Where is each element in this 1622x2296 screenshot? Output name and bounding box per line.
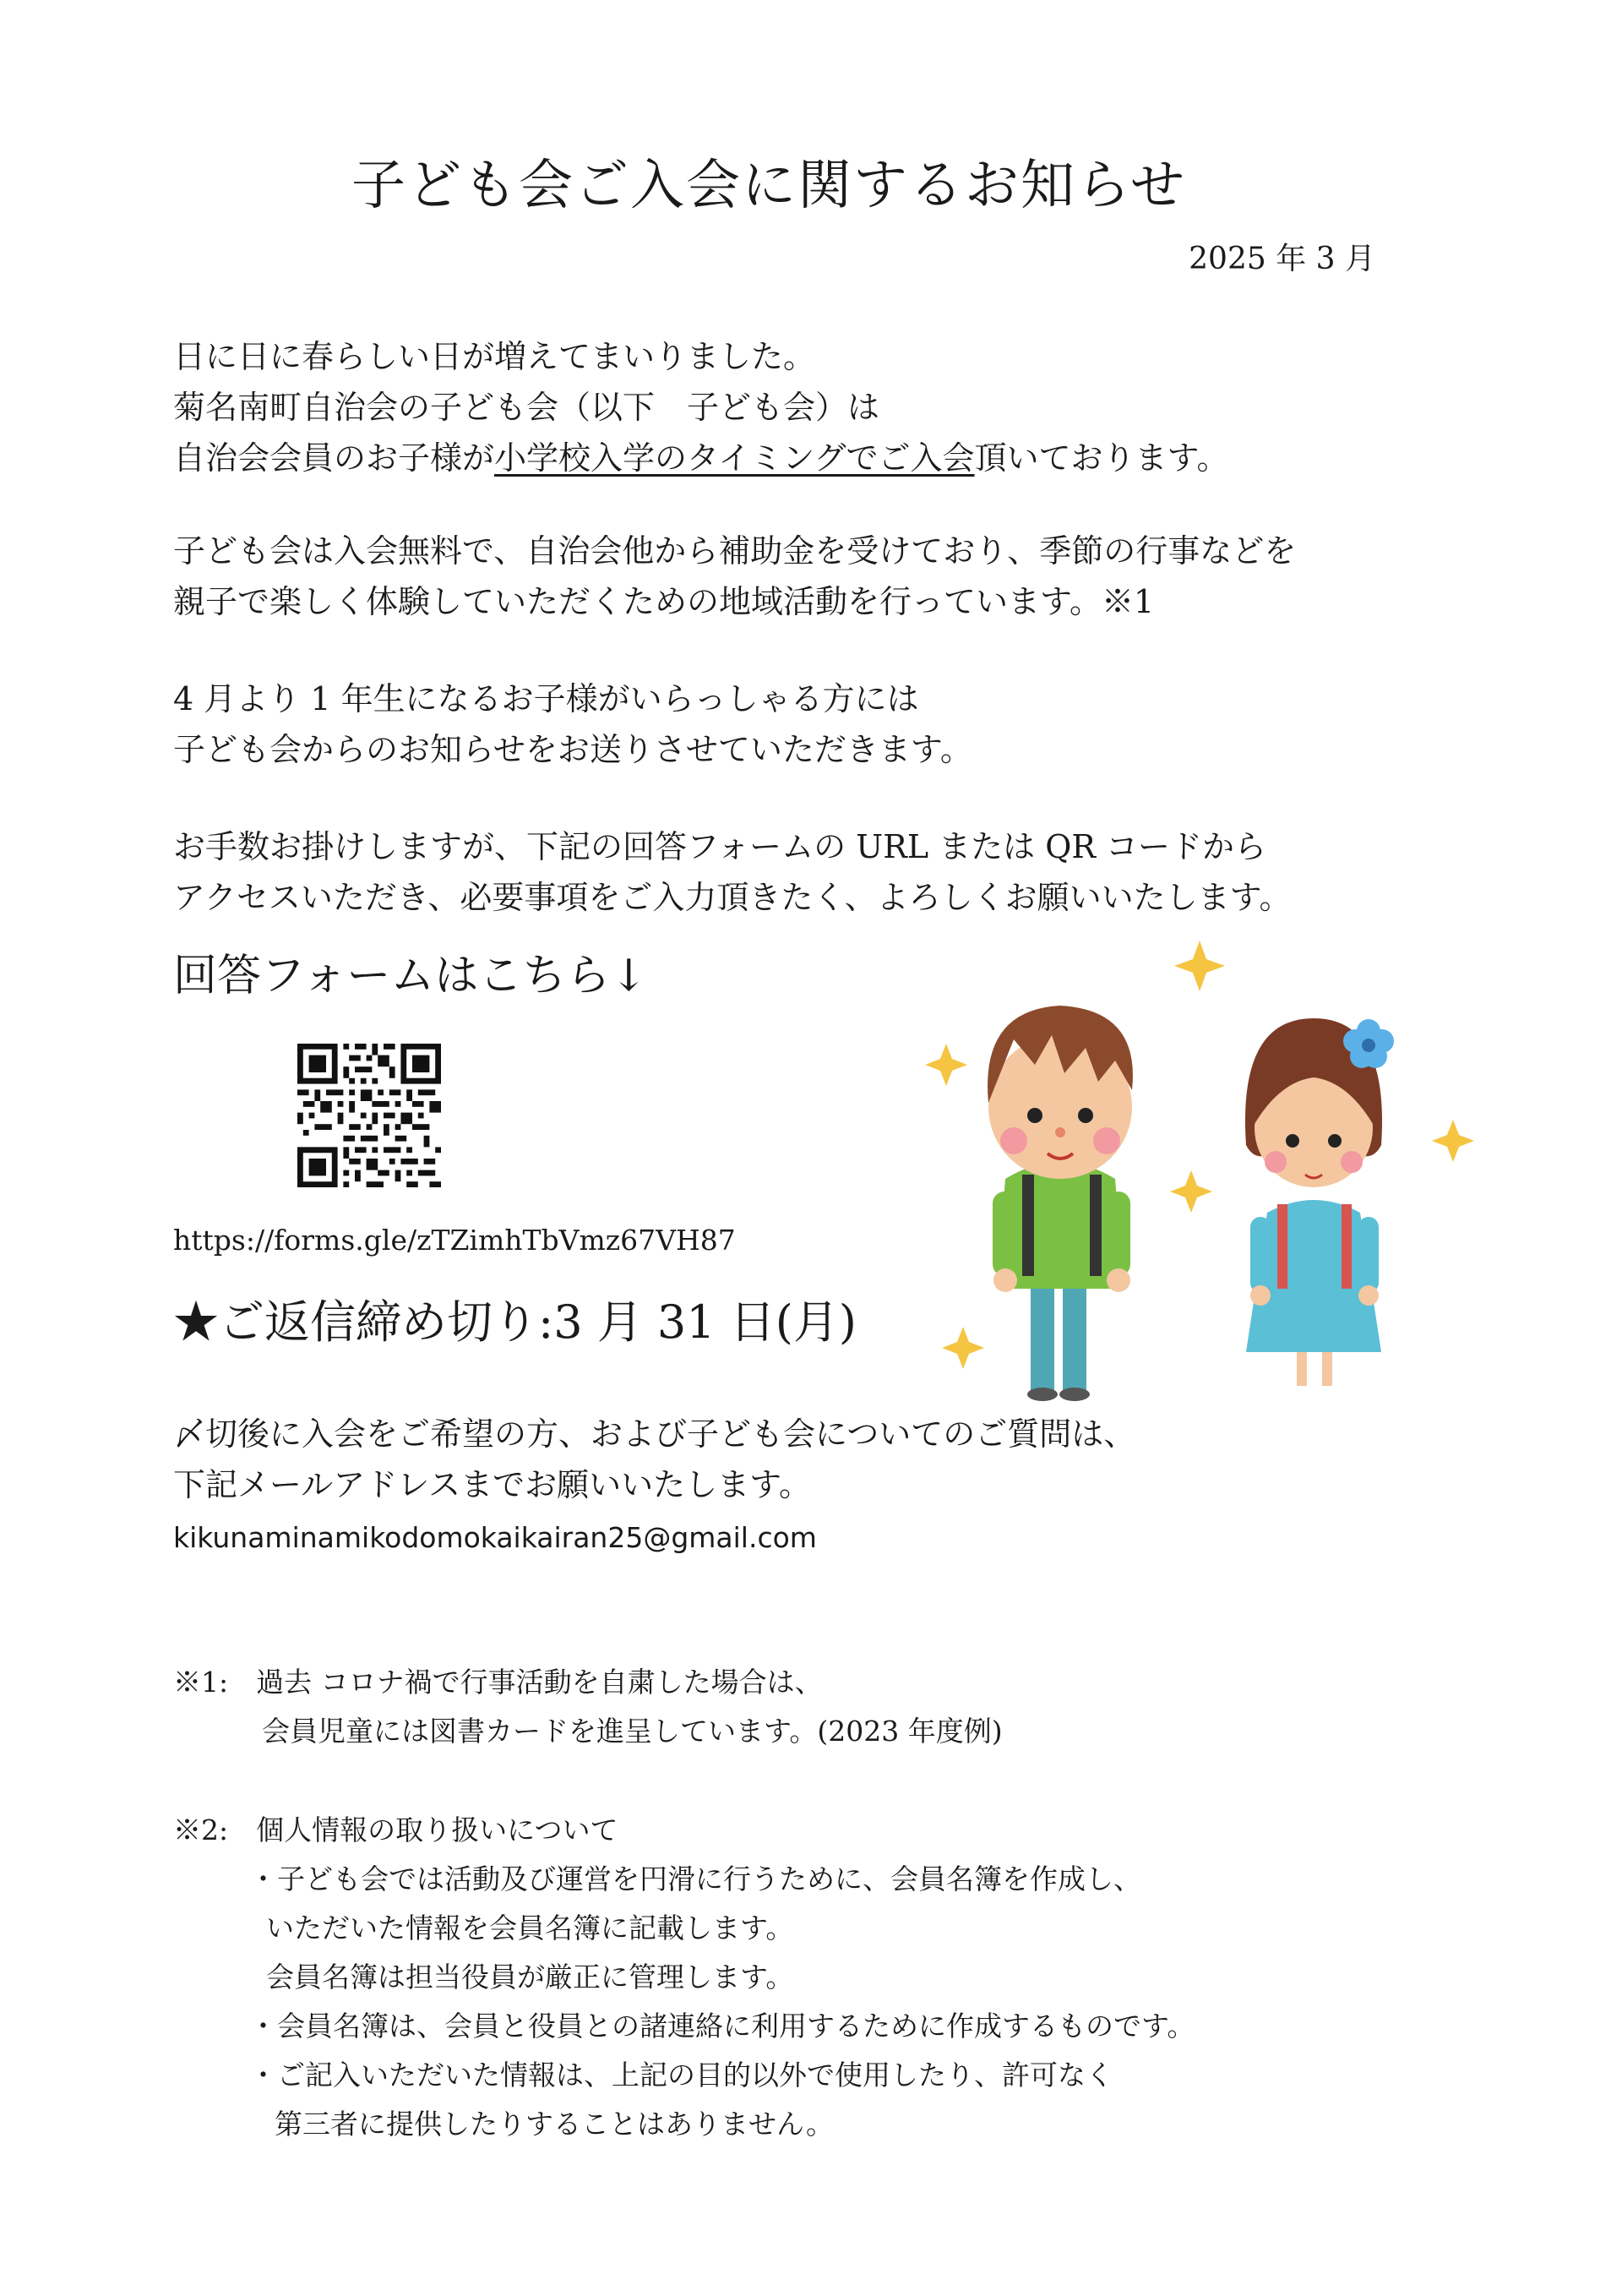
contact-line: 〆切後に入会をご希望の方、および子ども会についてのご質問は、 (173, 1415, 1136, 1453)
contact-line: 下記メールアドレスまでお願いいたします。 (173, 1466, 812, 1503)
intro-line: 日に日に春らしい日が増えてまいりました。 (173, 338, 816, 375)
intro-text: 頂いております。 (974, 439, 1229, 477)
footnote-line: ・ご記入いただいた情報は、上記の目的以外で使用したり、許可なく (249, 2059, 1113, 2091)
footnote-line: 会員児童には図書カードを進呈しています。(2023 年度例) (262, 1715, 1003, 1748)
footnote-line: ・会員名簿は、会員と役員との諸連絡に利用するために作成するものです。 (249, 2010, 1195, 2042)
intro-text: 自治会会員のお子様が (173, 439, 495, 477)
footnote-line: 第三者に提供したりすることはありません。 (275, 2108, 834, 2141)
issue-date: 2025 年 3 月 (1189, 242, 1375, 276)
footnote-heading: ※2: 個人情報の取り扱いについて (173, 1813, 618, 1846)
footnote-1 (173, 1658, 1003, 1756)
contact-email-link[interactable]: kikunaminamikodomokaikairan25@gmail.com (173, 1521, 817, 1554)
form-heading: 回答フォームはこちら↓ (173, 951, 647, 1001)
footnote-line: 会員名簿は担当役員が厳正に管理します。 (266, 1961, 794, 1993)
footnote-line: ※1: 過去 コロナ禍で行事活動を自粛した場合は、 (173, 1666, 823, 1699)
request-paragraph (173, 821, 1292, 923)
page-title: 子ども会ご入会に関するお知らせ (351, 155, 1187, 217)
activity-line: 子ども会は入会無料で、自治会他から補助金を受けており、季節の行事などを (173, 532, 1297, 570)
children-illustration (912, 925, 1487, 1415)
qr-code-image[interactable] (297, 1044, 441, 1187)
form-url-link[interactable]: https://forms.gle/zTZimhTbVmz67VH87 (173, 1224, 736, 1257)
request-line: アクセスいただき、必要事項をご入力頂きたく、よろしくお願いいたします。 (173, 879, 1292, 916)
contact-paragraph (173, 1409, 1135, 1510)
deadline-notice: ★ご返信締め切り:3 月 31 日(月) (173, 1295, 857, 1349)
intro-emphasis: 小学校入学のタイミングでご入会 (494, 439, 975, 477)
activity-line: 親子で楽しく体験していただくための地域活動を行っています。※1 (173, 583, 1155, 620)
footnote-2 (173, 1806, 1195, 2149)
footnote-line: いただいた情報を会員名簿に記載します。 (266, 1912, 794, 1944)
notice-line: 子ども会からのお知らせをお送りさせていただきます。 (173, 731, 972, 768)
request-line: お手数お掛けしますが、下記の回答フォームの URL または QR コードから (173, 828, 1267, 865)
activity-paragraph (173, 526, 1296, 627)
intro-line: 菊名南町自治会の子ども会（以下 子ども会）は (173, 389, 880, 426)
notice-paragraph (173, 674, 972, 775)
notice-line: 4 月より 1 年生になるお子様がいらっしゃる方には (173, 680, 919, 717)
intro-line (173, 433, 1228, 483)
footnote-line: ・子ども会では活動及び運営を円滑に行うために、会員名簿を作成し、 (249, 1862, 1141, 1895)
intro-paragraph (173, 331, 1228, 483)
